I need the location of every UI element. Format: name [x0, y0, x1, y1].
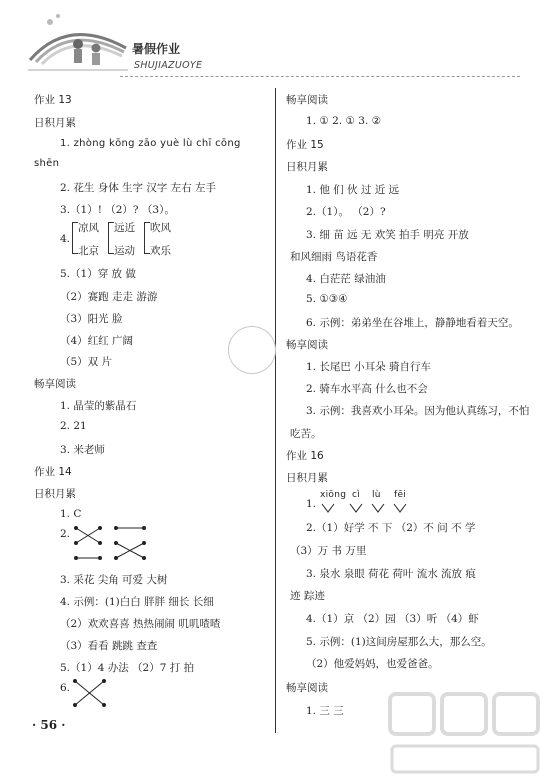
- brand-subtitle: SHUJIAZUOYE: [134, 60, 203, 71]
- answer-line: 1. 三 三: [306, 705, 344, 717]
- answer-number: 4.: [60, 233, 71, 245]
- answer-line: （5）双 片: [60, 356, 113, 368]
- answer-line: 3. 采花 尖角 可爱 大树: [60, 574, 168, 586]
- subsection-title: 日积月累: [286, 472, 328, 484]
- answer-line: 2. 21: [60, 420, 87, 432]
- answer-line: 4. 白茫茫 绿油油: [306, 273, 386, 285]
- answer-line: 2. 骑车水平高 什么也不会: [306, 383, 428, 395]
- answer-line: （3）看看 跳跳 查查: [60, 640, 158, 652]
- page-number: · 56 ·: [32, 718, 66, 732]
- pinyin-label: xiōng: [320, 490, 347, 500]
- word: 凉风: [78, 222, 99, 234]
- answer-line: 5. 示例：(1)这间房屋那么大，那么空。: [306, 636, 492, 648]
- word: 欢乐: [150, 245, 171, 257]
- answer-number: 2.: [60, 528, 71, 540]
- answer-line: 1. 他 们 伙 过 近 远: [306, 184, 400, 196]
- answer-number: 6.: [60, 682, 71, 694]
- brand-title: 暑假作业: [132, 42, 181, 56]
- answer-line: 3. 示例：我喜欢小耳朵。因为他认真练习，不怕: [306, 405, 530, 417]
- word: 吹风: [150, 222, 171, 234]
- answer-line: 5.（1）穿 放 做: [60, 268, 136, 280]
- answer-number: 1.: [306, 498, 317, 510]
- watermark-logo: [386, 690, 544, 778]
- header-divider: [120, 76, 520, 77]
- subsection-title: 畅享阅读: [286, 682, 328, 694]
- pinyin-label: fēi: [394, 490, 407, 500]
- matching-lines-diagram: [70, 676, 110, 710]
- answer-line: 1. C: [60, 508, 82, 520]
- section-title: 作业 14: [34, 466, 72, 478]
- answer-line: 2. 花生 身体 生字 汉字 左右 左手: [60, 182, 217, 194]
- column-divider: [275, 88, 276, 733]
- answer-line: 3. 泉水 泉眼 荷花 荷叶 流水 流放 痕: [306, 568, 476, 580]
- answer-line: 和风细雨 鸟语花香: [290, 251, 378, 263]
- word: 远近: [114, 222, 135, 234]
- rainbow-children-illustration: [28, 8, 128, 74]
- word: 运动: [114, 245, 135, 257]
- answer-line: （2）欢欢喜喜 热热闹闹 叽叽喳喳: [60, 618, 221, 630]
- answer-line: 1. ① 2. ① 3. ②: [306, 115, 381, 127]
- answer-line: （4）红红 广阔: [60, 335, 134, 347]
- answer-line: 1. zhòng kōng zāo yuè lù chī cōng: [60, 138, 241, 149]
- section-title: 作业 15: [286, 139, 324, 151]
- pinyin-label: cì: [352, 490, 361, 500]
- section-title: 作业 16: [286, 450, 324, 462]
- subsection-title: 畅享阅读: [34, 378, 76, 390]
- subsection-title: 畅享阅读: [286, 94, 328, 106]
- answer-line: shēn: [34, 158, 60, 169]
- answer-line: （3）阳光 脸: [60, 313, 123, 325]
- answer-line: 4.（1）京 （2）园 （3）听 （4）虾: [306, 613, 479, 625]
- answer-line: 3.（1）! （2）? （3）。: [60, 204, 175, 216]
- answer-line: 2.（1）。 （2）?: [306, 206, 386, 218]
- answer-line: 5. ①③④: [306, 293, 348, 305]
- tone-marks-diagram: [320, 502, 410, 514]
- answer-line: 迹 踪迹: [290, 590, 325, 602]
- seal-stamp: [228, 326, 276, 374]
- pinyin-label: lù: [372, 490, 381, 500]
- answer-line: 6. 示例：弟弟坐在谷堆上，静静地看着天空。: [306, 317, 519, 329]
- matching-lines-diagram: [70, 522, 150, 564]
- answer-line: 2.（1）好学 不 下 （2）不 问 不 学: [306, 522, 476, 534]
- word: 北京: [78, 245, 99, 257]
- answer-line: 3. 细 苗 远 无 欢笑 拍手 明亮 开放: [306, 229, 469, 241]
- answer-line: （2）赛跑 走走 游游: [60, 291, 158, 303]
- section-title: 作业 13: [34, 94, 72, 106]
- subsection-title: 日积月累: [34, 117, 76, 129]
- answer-line: （2）他爱妈妈，也爱爸爸。: [306, 658, 439, 670]
- answer-line: 5.（1）4 办法 （2）7 打 拍: [60, 662, 195, 674]
- answer-line: （3）万 书 万里: [290, 545, 367, 557]
- answer-line: 1. 长尾巴 小耳朵 骑自行车: [306, 361, 432, 373]
- subsection-title: 日积月累: [34, 488, 76, 500]
- answer-line: 吃苦。: [290, 428, 322, 440]
- subsection-title: 畅享阅读: [286, 339, 328, 351]
- subsection-title: 日积月累: [286, 161, 328, 173]
- answer-line: 1. 晶莹的紫晶石: [60, 400, 137, 412]
- answer-line: 4. 示例：(1)白白 胖胖 细长 长细: [60, 596, 214, 608]
- answer-line: 3. 米老师: [60, 444, 105, 456]
